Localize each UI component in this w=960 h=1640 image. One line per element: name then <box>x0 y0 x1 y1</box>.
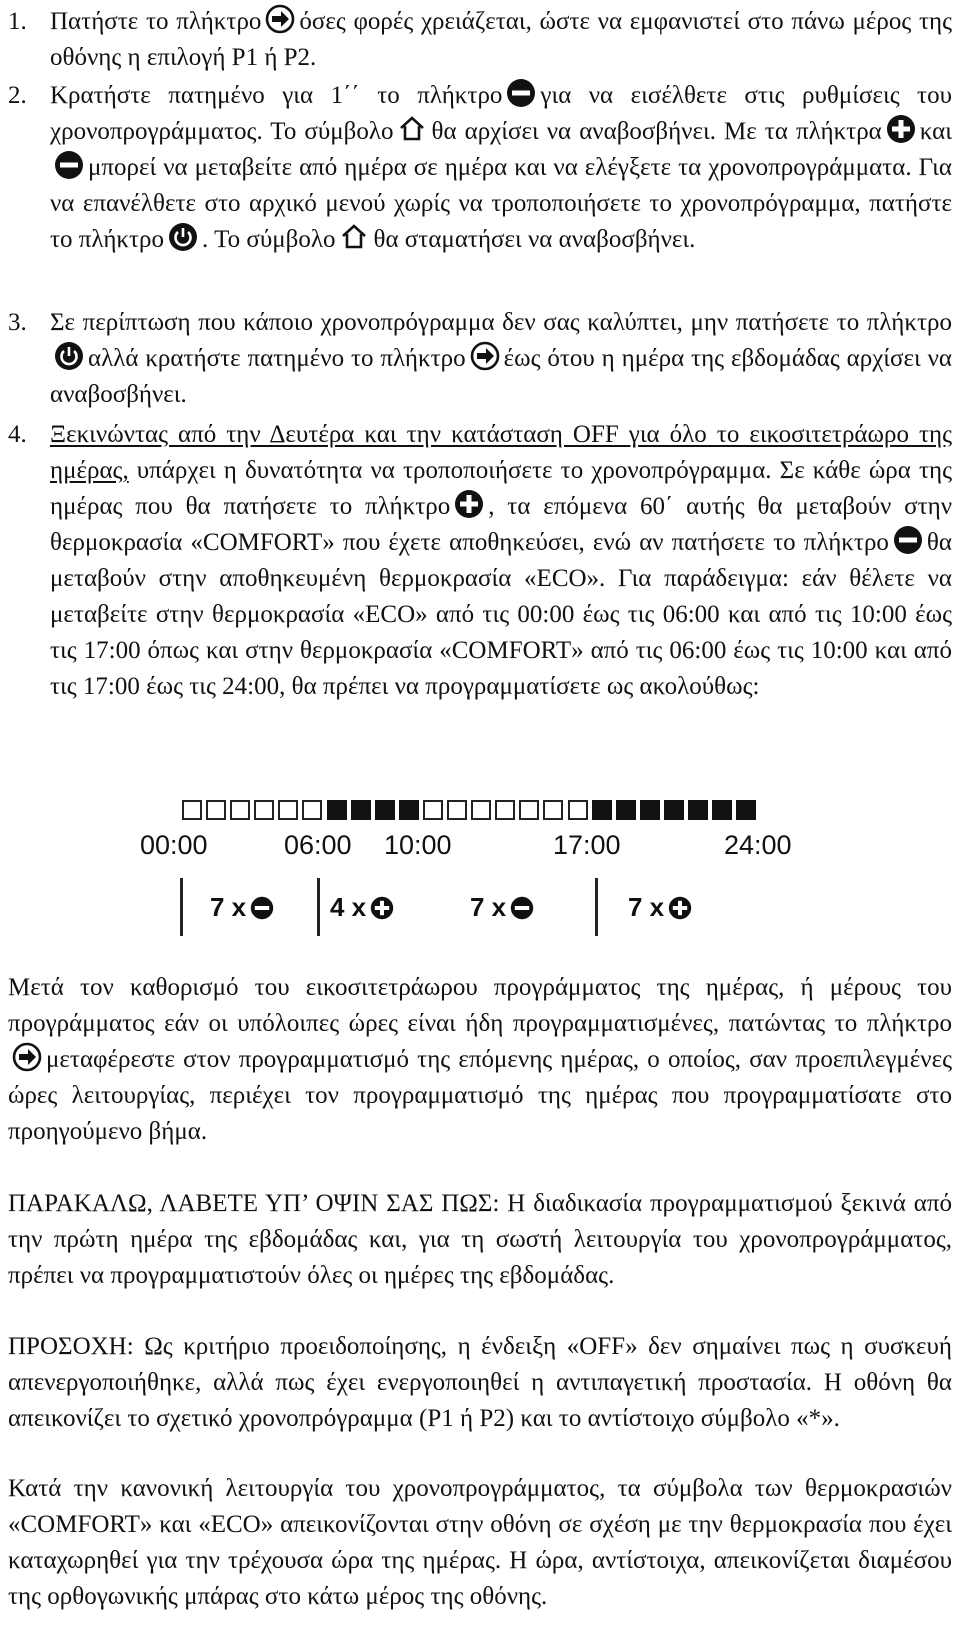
paragraph-normal-operation <box>8 1471 952 1615</box>
hour-square-eco <box>519 800 539 820</box>
text: Σε περίπτωση που κάποιο χρονοπρόγραμμα δεν σας καλύπτει, μην πατήσετε το πλήκτρο <box>50 309 952 336</box>
text: για να εισέλθετε στις ρυθμίσεις του χρονοπρογράμματος. Το σύμβολο <box>50 82 952 145</box>
hour-square-comfort <box>399 800 419 820</box>
enter-icon <box>12 1042 42 1072</box>
time-label: 06:00 <box>284 830 352 860</box>
power-icon <box>168 222 198 252</box>
text: , τα επόμενα 60΄ αυτής θα μεταβούν στην θερμοκρασία «COMFORT» που έχετε αποθηκεύσει, ενώ αν πατήσετε το πλήκτρο <box>50 493 953 556</box>
time-label: 00:00 <box>140 830 208 860</box>
hour-square-eco <box>254 800 274 820</box>
text: θα μεταβούν στην αποθηκευμένη θερμοκρασία «ECO». Για παράδειγμα: εάν θέλετε να μεταβείτε στην θερμοκρασία «ECO» από τις 00:00 έως τις 06:00 και από τις 10:00 έως τις 17:00 όπως και στην θερμοκρασία «COMFORT» από τις 06:00 έως τις 10:00 και από τις 17:00 έως τις 24:00, θα πρέπει να προγραμματίσετε ως ακολούθως: <box>50 529 952 700</box>
list-item-1 <box>8 4 952 76</box>
list-item-4 <box>8 417 952 705</box>
paragraph-warning <box>8 1329 952 1437</box>
hour-square-eco <box>423 800 443 820</box>
text: έως ότου η ημέρα της εβδομάδας αρχίσει να αναβοσβήνει. <box>50 345 952 408</box>
text: Κρατήστε πατημένο για 1΄΄ το πλήκτρο <box>50 82 503 109</box>
time-label: 24:00 <box>724 830 792 860</box>
minus-icon <box>893 525 923 555</box>
list-number: 1. <box>8 8 27 35</box>
schedule-diagram <box>140 800 820 942</box>
hour-square-eco <box>568 800 588 820</box>
plus-icon <box>886 114 916 144</box>
text: υπάρχει η δυνατότητα να τροποποιήσετε το χρονοπρόγραμμα. Σε κάθε ώρα της ημέρας που θα πατήσετε το πλήκτρο <box>50 457 952 520</box>
minus-icon <box>506 78 536 108</box>
divider <box>180 878 183 936</box>
paragraph-next-day <box>8 970 952 1150</box>
text: μεταφέρεστε στον προγραμματισμό της επόμενης ημέρας, ο οποίος, σαν προεπιλεγμένες ώρες λειτουργίας, περιέχει τον προγραμματισμό της ημέρας που προγραμματίσατε στο προηγούμενο βήμα. <box>8 1046 952 1145</box>
hour-square-eco <box>182 800 202 820</box>
hour-square-eco <box>495 800 515 820</box>
hour-squares <box>182 800 760 820</box>
text: ΠΑΡΑΚΑΛΩ, ΛΑΒΕΤΕ ΥΠ’ ΟΨΙΝ ΣΑΣ ΠΩΣ: Η διαδικασία προγραμματισμού ξεκινά από την πρώτη ημέρα της εβδομάδας και, για τη σωστή λειτουργία του χρονοπρογράμματος, πρέπει να προγραμματιστούν όλες οι ημέρες της εβδομάδας. <box>8 1190 952 1289</box>
hour-square-eco <box>447 800 467 820</box>
minus-icon <box>250 896 274 920</box>
hour-square-comfort <box>592 800 612 820</box>
hour-square-eco <box>278 800 298 820</box>
power-icon <box>54 341 84 371</box>
hour-square-comfort <box>712 800 732 820</box>
text: μπορεί να μεταβείτε από ημέρα σε ημέρα και να ελέγξετε τα χρονοπρογράμματα. Για να επανέλθετε στο αρχικό μενού χωρίς να τροποποιήσετε το χρονοπρόγραμμα, πατήστε το πλήκτρο <box>50 154 952 253</box>
text: και <box>919 118 952 145</box>
time-label: 10:00 <box>384 830 452 860</box>
underlined-text: Ξεκινώντας από την Δευτέρα και την κατάσταση OFF για όλο το εικοσιτετράωρο της ημέρας, <box>50 421 952 484</box>
list-number: 2. <box>8 82 27 109</box>
paragraph-note <box>8 1186 952 1294</box>
divider <box>317 878 320 936</box>
step-comfort <box>628 892 696 923</box>
step-eco <box>470 892 538 923</box>
list-number: 3. <box>8 309 27 336</box>
text: θα σταματήσει να αναβοσβήνει. <box>373 226 696 253</box>
step-count: 4 x <box>330 892 367 922</box>
step-eco <box>210 892 278 923</box>
text: ΠΡΟΣΟΧΗ: Ως κριτήριο προειδοποίησης, η ένδειξη «OFF» δεν σημαίνει πως η συσκευή απενεργοποιήθηκε, αλλά πως έχει ενεργοποιηθεί η αντιπαγετική προστασία. Η οθόνη θα απεικονίζει το σχετικό χρονοπρόγραμμα (Ρ1 ή Ρ2) και το αντίστοιχο σύμβολο «*». <box>8 1333 952 1432</box>
minus-icon <box>54 150 84 180</box>
home-icon <box>339 222 369 252</box>
text: όσες φορές χρειάζεται, ώστε να εμφανιστεί στο πάνω μέρος της οθόνης η επιλογή Ρ1 ή Ρ2. <box>50 8 952 71</box>
enter-icon <box>470 341 500 371</box>
home-icon <box>397 114 427 144</box>
step-count: 7 x <box>210 892 247 922</box>
hour-square-eco <box>471 800 491 820</box>
text: θα αρχίσει να αναβοσβήνει. Με τα πλήκτρα <box>431 118 882 145</box>
list-item-2 <box>8 78 952 258</box>
text: αλλά κρατήστε πατημένο το πλήκτρο <box>88 345 466 372</box>
hour-square-comfort <box>664 800 684 820</box>
hour-square-comfort <box>688 800 708 820</box>
divider <box>595 878 598 936</box>
text: Πατήστε το πλήκτρο <box>50 8 262 35</box>
minus-icon <box>510 896 534 920</box>
hour-square-eco <box>206 800 226 820</box>
hour-square-comfort <box>736 800 756 820</box>
hour-square-eco <box>302 800 322 820</box>
hour-square-comfort <box>327 800 347 820</box>
hour-square-comfort <box>375 800 395 820</box>
plus-icon <box>454 489 484 519</box>
enter-icon <box>265 4 295 34</box>
list-number: 4. <box>8 421 27 448</box>
text: Κατά την κανονική λειτουργία του χρονοπρογράμματος, τα σύμβολα των θερμοκρασιών «COMFORT» και «ECO» απεικονίζονται στην οθόνη σε σχέση με την θερμοκρασία που έχει καταχωρηθεί για την τρέχουσα ώρα της ημέρας. Η ώρα, αντίστοιχα, απεικονίζεται διαμέσου της ορθογωνικής μπάρας στο κάτω μέρος της οθόνης. <box>8 1475 952 1610</box>
plus-icon <box>668 896 692 920</box>
time-label: 17:00 <box>553 830 621 860</box>
hour-square-comfort <box>640 800 660 820</box>
text: . Το σύμβολο <box>202 226 336 253</box>
plus-icon <box>370 896 394 920</box>
hour-square-eco <box>230 800 250 820</box>
step-comfort <box>330 892 398 923</box>
hour-square-comfort <box>351 800 371 820</box>
text: Μετά τον καθορισμό του εικοσιτετράωρου προγράμματος της ημέρας, ή μέρους του προγράμματος εάν οι υπόλοιπες ώρες είναι ήδη προγραμματισμένες, πατώντας το πλήκτρο <box>8 974 952 1037</box>
hour-square-eco <box>543 800 563 820</box>
step-count: 7 x <box>470 892 507 922</box>
hour-square-comfort <box>616 800 636 820</box>
step-count: 7 x <box>628 892 665 922</box>
list-item-3 <box>8 305 952 413</box>
